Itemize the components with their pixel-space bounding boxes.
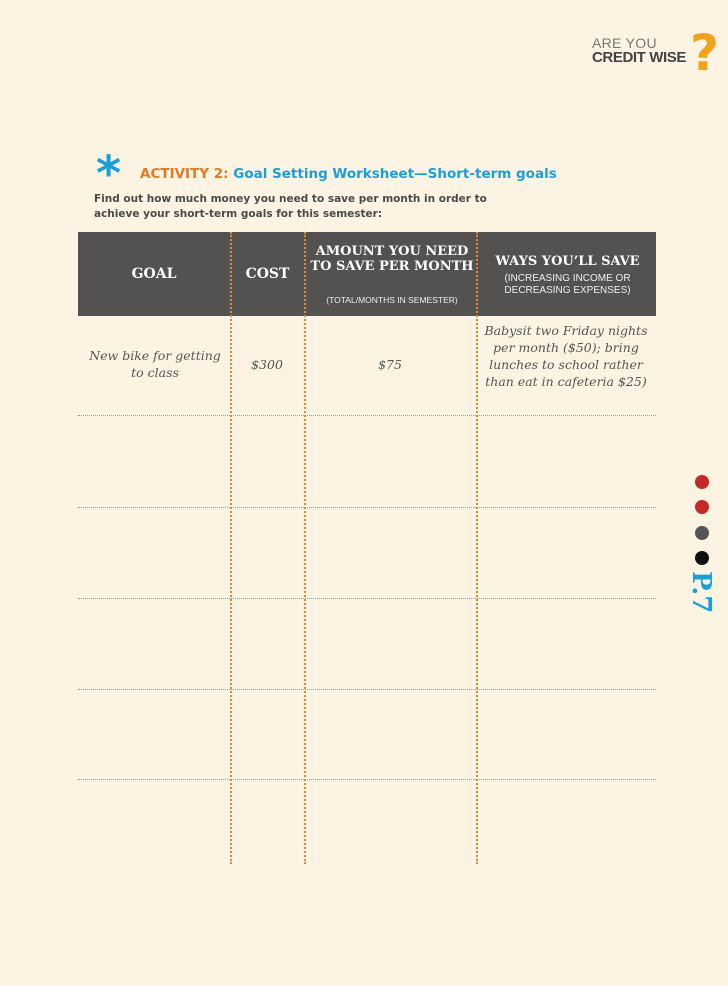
header-ways-subtitle: (INCREASING INCOME OR DECREASING EXPENSES)	[504, 273, 631, 296]
column-divider	[304, 232, 306, 864]
black-dot	[695, 551, 709, 565]
goal-input-cell[interactable]	[80, 692, 228, 778]
header-cost: COST	[245, 266, 290, 282]
row-divider	[78, 689, 656, 690]
row-divider	[78, 598, 656, 599]
row-divider	[78, 779, 656, 780]
row-divider	[78, 507, 656, 508]
activity-heading	[140, 166, 557, 182]
red-dot	[695, 475, 709, 489]
goal-input-cell[interactable]	[80, 510, 228, 596]
header-ways: WAYS YOU’LL SAVE	[495, 254, 640, 269]
header-goal: GOAL	[131, 266, 177, 282]
asterisk-icon: *	[96, 146, 122, 202]
activity-label: ACTIVITY 2:	[140, 166, 229, 182]
red-dot	[695, 500, 709, 514]
question-mark-icon: ?	[690, 24, 720, 82]
logo-line1: ARE YOU	[592, 35, 657, 51]
credit-wise-logo	[592, 24, 720, 86]
table-header	[78, 232, 656, 316]
goal-input-cell[interactable]	[80, 601, 228, 687]
example-cost-cell[interactable]: $300	[251, 357, 283, 372]
page-number: P.7	[686, 571, 716, 614]
header-amount-subtitle: (TOTAL/MONTHS IN SEMESTER)	[326, 295, 458, 305]
activity-instructions: Find out how much money you need to save per month in order to achieve your short-term goals for this semester:	[94, 193, 487, 220]
example-ways-cell[interactable]: Babysit two Friday nights per month ($50); bring lunches to school rather than eat in cafeteria $25)	[484, 323, 648, 389]
column-divider	[230, 232, 232, 864]
row-divider	[78, 415, 656, 416]
gray-dot	[695, 526, 709, 540]
logo-line2: CREDIT WISE	[592, 49, 686, 66]
example-amount-cell[interactable]: $75	[378, 357, 402, 372]
goal-input-cell[interactable]	[80, 418, 228, 504]
example-goal-cell[interactable]: New bike for getting to class	[89, 348, 221, 380]
activity-title: Goal Setting Worksheet—Short-term goals	[233, 166, 557, 182]
header-amount: AMOUNT YOU NEED TO SAVE PER MONTH	[310, 244, 474, 274]
